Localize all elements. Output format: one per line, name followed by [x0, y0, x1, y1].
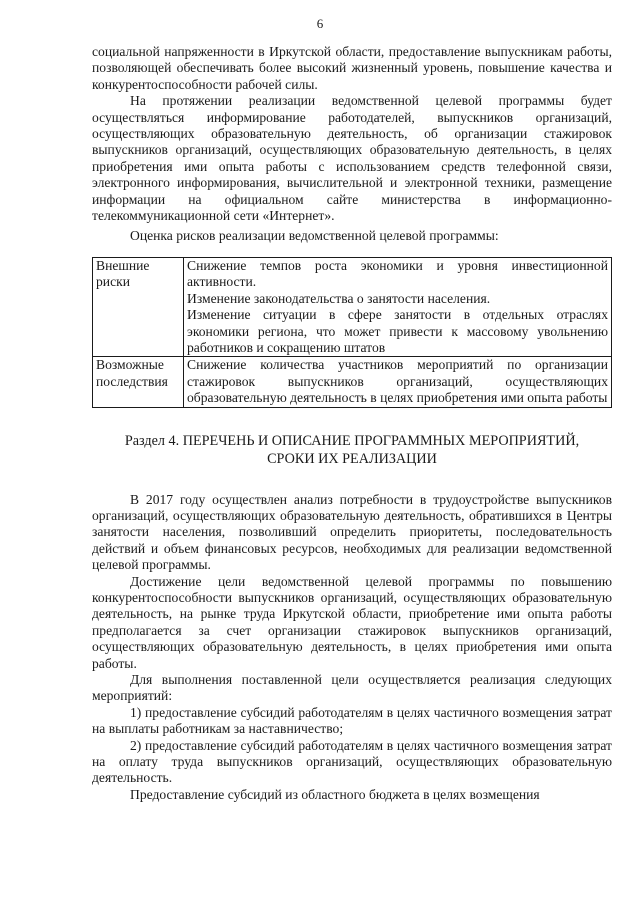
section-title: [92, 432, 612, 468]
table-row: [93, 257, 612, 356]
risk-item: Снижение темпов роста экономики и уровня инвестиционной активности.: [187, 257, 608, 290]
paragraph-social-tension: социальной напряженности в Иркутской области, предоставление выпускникам работы, позволяющей обеспечивать более высокий жизненный уровень, повышение качества и конкурентоспособности рабочей силы.: [92, 44, 612, 92]
risk-assessment-heading: Оценка рисков реализации ведомственной целевой программы:: [130, 228, 499, 244]
risk-table: [92, 257, 612, 408]
paragraph-measures-intro: Для выполнения поставленной цели осуществляется реализация следующих мероприятий:: [92, 672, 612, 704]
paragraph-subsidy-provision: Предоставление субсидий из областного бюджета в целях возмещения: [130, 786, 540, 802]
risk-label-cell: Внешние риски: [93, 257, 184, 356]
document-body: [92, 44, 612, 803]
risk-item: Снижение количества участников мероприятий по организации стажировок выпускников организаций, осуществляющих образовательную деятельность в целях приобретения ими опыта работы: [187, 357, 608, 406]
risk-items-cell: [184, 357, 612, 407]
section-title-line-2: СРОКИ ИХ РЕАЛИЗАЦИИ: [267, 450, 437, 467]
paragraph-informing: На протяжении реализации ведомственной целевой программы будет осуществляться информирование работодателей, выпускников организаций, осуществляющих образовательную деятельность, об организации стажировок выпускников организаций, осуществляющих образовательную деятельность, в целях приобретения ими опыта работы с использованием средств телефонной связи, электронного информирования, вычислительной и электронной техники, размещение информации на официальном сайте министерства в информационно-телекоммуникационной сети «Интернет».: [92, 93, 612, 224]
section-title-line-1: Раздел 4. ПЕРЕЧЕНЬ И ОПИСАНИЕ ПРОГРАММНЫХ МЕРОПРИЯТИЙ,: [124, 432, 580, 449]
risk-items-cell: [184, 257, 612, 356]
risk-label-cell: Возможные последствия: [93, 357, 184, 407]
table-row: [93, 357, 612, 407]
page-number: 6: [316, 16, 324, 31]
risk-item: Изменение законодательства о занятости населения.: [187, 290, 491, 306]
list-item-subsidy-wages: 2) предоставление субсидий работодателям в целях частичного возмещения затрат на оплату труда выпускников организаций, осуществляющих образовательную деятельность.: [92, 737, 612, 786]
paragraph-analysis: В 2017 году осуществлен анализ потребности в трудоустройстве выпускников организаций, осуществляющих образовательную деятельность, обратившихся в Центры занятости населения, позволивший определить приоритеты, последовательность действий и объем финансовых ресурсов, необходимых для реализации ведомственной целевой программы.: [92, 491, 612, 573]
paragraph-goal: Достижение цели ведомственной целевой программы по повышению конкурентоспособности выпускников организаций, осуществляющих образовательную деятельность, на рынке труда Иркутской области, приобретение ими опыта работы предполагается за счет организации стажировок выпускников организаций, осуществляющих образовательную деятельность, в целях приобретения ими опыта работы.: [92, 573, 612, 671]
list-item-subsidy-mentoring: 1) предоставление субсидий работодателям в целях частичного возмещения затрат на выплаты работникам за наставничество;: [92, 704, 612, 737]
risk-item: Изменение ситуации в сфере занятости в отдельных отраслях экономики региона, что может привести к массовому увольнению работников и сокращению штатов: [187, 307, 608, 355]
